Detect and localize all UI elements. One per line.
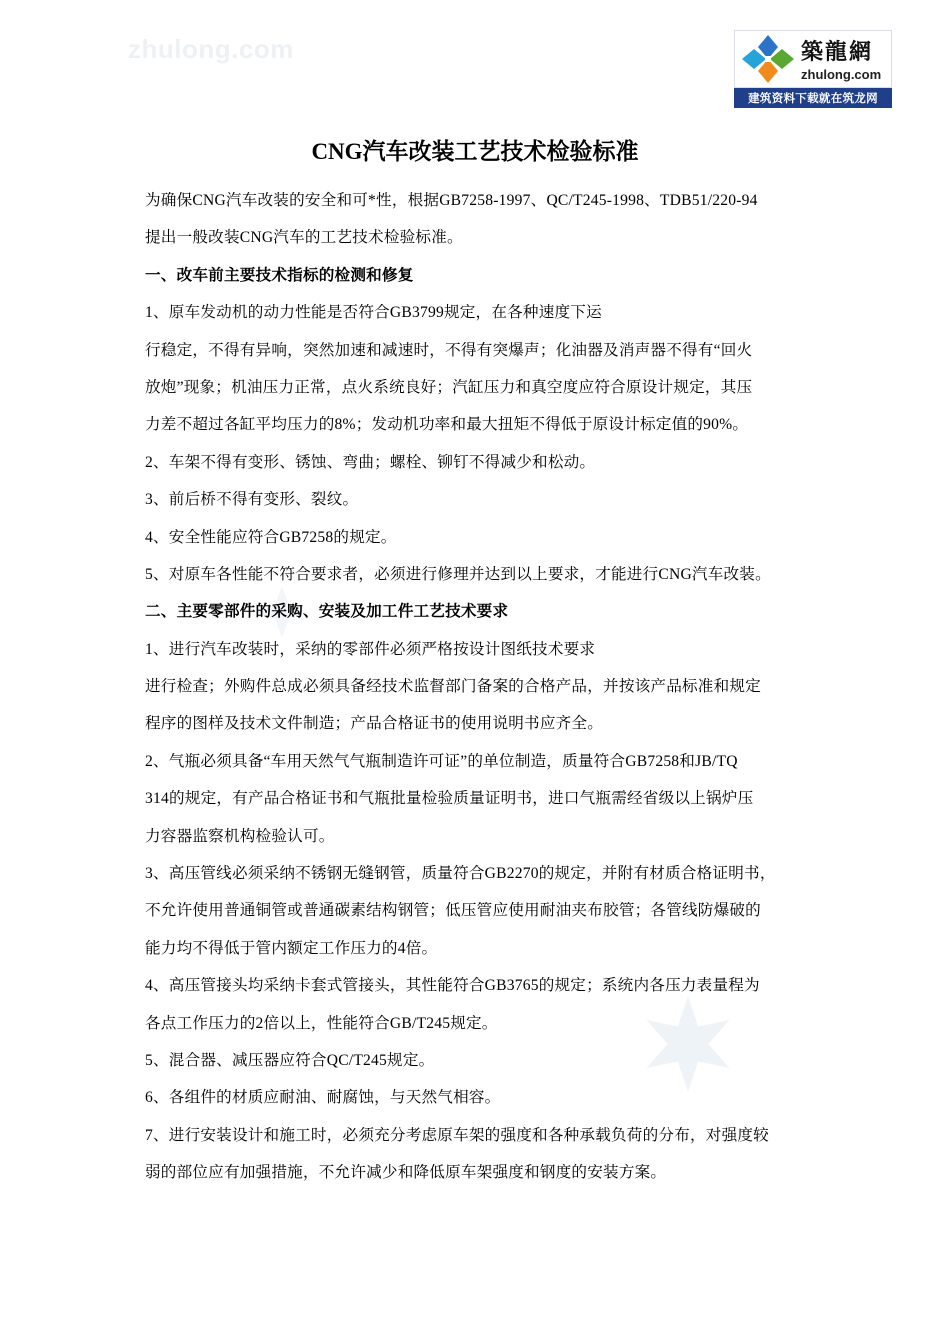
body-text-line: 3、前后桥不得有变形、裂纹。 [145,491,359,509]
body-text-line: 2、车架不得有变形、锈蚀、弯曲；螺栓、铆钉不得减少和松动。 [145,453,596,471]
logo-tagline: 建筑资料下载就在筑龙网 [734,88,892,108]
body-text-line: 进行检查；外购件总成必须具备经技术监督部门备案的合格产品，并按该产品标准和规定 [145,678,761,696]
body-text-line: 为确保CNG汽车改装的安全和可*性，根据GB7258-1997、QC/T245-1998、TDB51/220-94 [145,192,758,209]
logo-english-name: zhulong.com [801,67,882,82]
zhulong-pinwheel-logo-icon [738,33,798,87]
body-text-line: 弱的部位应有加强措施，不允许减少和降低原车架强度和钢度的安装方案。 [145,1164,667,1182]
body-text-line: 6、各组件的材质应耐油、耐腐蚀，与天然气相容。 [145,1089,501,1107]
logo-chinese-name: 築龍網 [801,39,874,65]
body-text-line: 1、原车发动机的动力性能是否符合GB3799规定，在各种速度下运 [145,304,602,322]
body-text-line: 314的规定，有产品合格证书和气瓶批量检验质量证明书，进口气瓶需经省级以上锅炉压 [145,790,754,808]
body-text-line: 7、进行安装设计和施工时，必须充分考虑原车架的强度和各种承载负荷的分布，对强度较 [145,1126,769,1144]
body-text-line: 5、对原车各性能不符合要求者，必须进行修理并达到以上要求，才能进行CNG汽车改装。 [145,565,771,583]
body-text-line: 4、安全性能应符合GB7258的规定。 [145,528,397,546]
body-text-line: 1、进行汽车改装时，采纳的零部件必须严格按设计图纸技术要求 [145,640,596,658]
section-heading: 二、主要零部件的采购、安装及加工件工艺技术要求 [145,603,509,621]
body-text-line: 力容器监察机构检验认可。 [145,827,335,845]
body-text-line: 行稳定，不得有异响，突然加速和减速时，不得有突爆声；化油器及消声器不得有“回火 [145,341,753,359]
body-text-line: 各点工作压力的2倍以上，性能符合GB/T245规定。 [145,1014,498,1032]
body-text-line: 3、高压管线必须采纳不锈钢无缝钢管，质量符合GB2270的规定，并附有材质合格证明书， [145,865,776,883]
body-text-line: 2、气瓶必须具备“车用天然气气瓶制造许可证”的单位制造，质量符合GB7258和JB/TQ [145,752,738,770]
body-text-line: 能力均不得低于管内额定工作压力的4倍。 [145,939,438,957]
body-text-line: 提出一般改装CNG汽车的工艺技术检验标准。 [145,229,463,247]
logo-panel [734,30,892,88]
watermark-text: zhulong.com [128,34,294,64]
document-title: CNG汽车改装工艺技术检验标准 [311,139,639,164]
body-text-line: 力差不超过各缸平均压力的8%；发动机功率和最大扭矩不得低于原设计标定值的90%。 [145,416,749,434]
body-text-line: 5、混合器、减压器应符合QC/T245规定。 [145,1051,435,1069]
document-body [145,182,825,1192]
body-text-line: 4、高压管接头均采纳卡套式管接头，其性能符合GB3765的规定；系统内各压力表量程为 [145,977,760,995]
body-text-line: 程序的图样及技术文件制造；产品合格证书的使用说明书应齐全。 [145,715,604,733]
zhulong-logo [734,30,892,108]
body-text-line: 放炮”现象；机油压力正常，点火系统良好；汽缸压力和真空度应符合原设计规定，其压 [145,378,753,396]
section-heading: 一、改车前主要技术指标的检测和修复 [145,266,414,284]
body-text-line: 不允许使用普通铜管或普通碳素结构钢管；低压管应使用耐油夹布胶管；各管线防爆破的 [145,902,761,920]
